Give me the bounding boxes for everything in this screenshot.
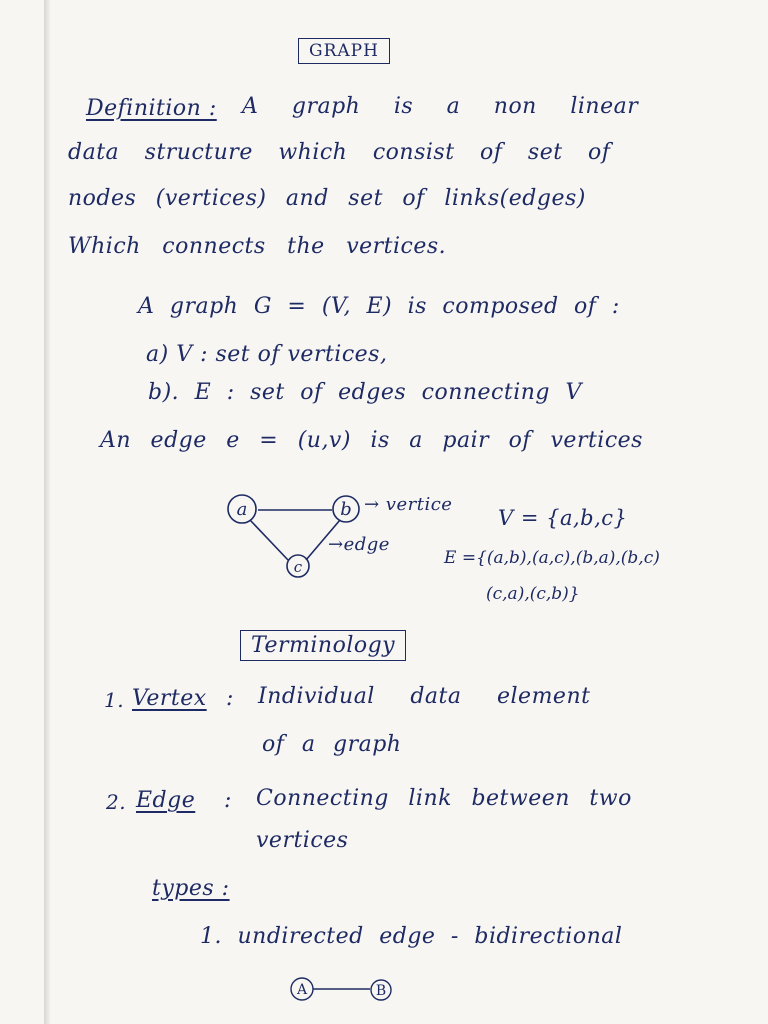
term-edge-sep: : xyxy=(224,788,232,813)
term-edge-label: Edge xyxy=(136,788,196,813)
definition-line-1: A graph is a non linear xyxy=(242,94,639,119)
edge-definition: An edge e = (u,v) is a pair of vertices xyxy=(100,428,643,453)
definition-line-2: data structure which consist of set of xyxy=(68,140,611,165)
vertex-set: V = {a,b,c} xyxy=(498,506,628,530)
edge-set-line-2: (c,a),(c,b)} xyxy=(486,584,580,604)
definition-line-4: Which connects the vertices. xyxy=(68,234,447,259)
node-b-label: b xyxy=(340,499,352,520)
node-a-label: a xyxy=(236,499,248,520)
type-undirected-edge: 1. undirected edge - bidirectional xyxy=(200,924,623,949)
term-vertex-num: 1. xyxy=(104,688,125,712)
term-edge-desc-2: vertices xyxy=(256,828,349,853)
vertice-annotation: → vertice xyxy=(364,494,453,515)
node-c-label: c xyxy=(293,558,303,576)
example-node-b-label: B xyxy=(375,983,387,999)
term-vertex-desc-2: of a graph xyxy=(262,732,402,757)
composition-item-b: b). E : set of edges connecting V xyxy=(148,380,582,405)
term-edge-desc-1: Connecting link between two xyxy=(256,786,632,811)
definition-line-3: nodes (vertices) and set of links(edges) xyxy=(68,186,586,211)
terminology-heading: Terminology xyxy=(240,630,406,661)
example-node-a-label: A xyxy=(296,982,308,998)
term-vertex-desc-1: Individual data element xyxy=(258,684,591,709)
edge-ac xyxy=(250,520,288,560)
composition-intro: A graph G = (V, E) is composed of : xyxy=(138,294,620,319)
term-vertex-sep: : xyxy=(226,686,234,711)
edge-annotation: →edge xyxy=(328,534,390,555)
page-title: GRAPH xyxy=(298,38,390,64)
term-vertex-label: Vertex xyxy=(132,686,207,711)
composition-item-a: a) V : set of vertices, xyxy=(146,342,388,367)
edge-set-line-1: E ={(a,b),(a,c),(b,a),(b,c) xyxy=(444,548,660,568)
definition-label: Definition : xyxy=(86,96,217,121)
term-edge-num: 2. xyxy=(106,790,127,814)
types-label: types : xyxy=(152,876,230,901)
